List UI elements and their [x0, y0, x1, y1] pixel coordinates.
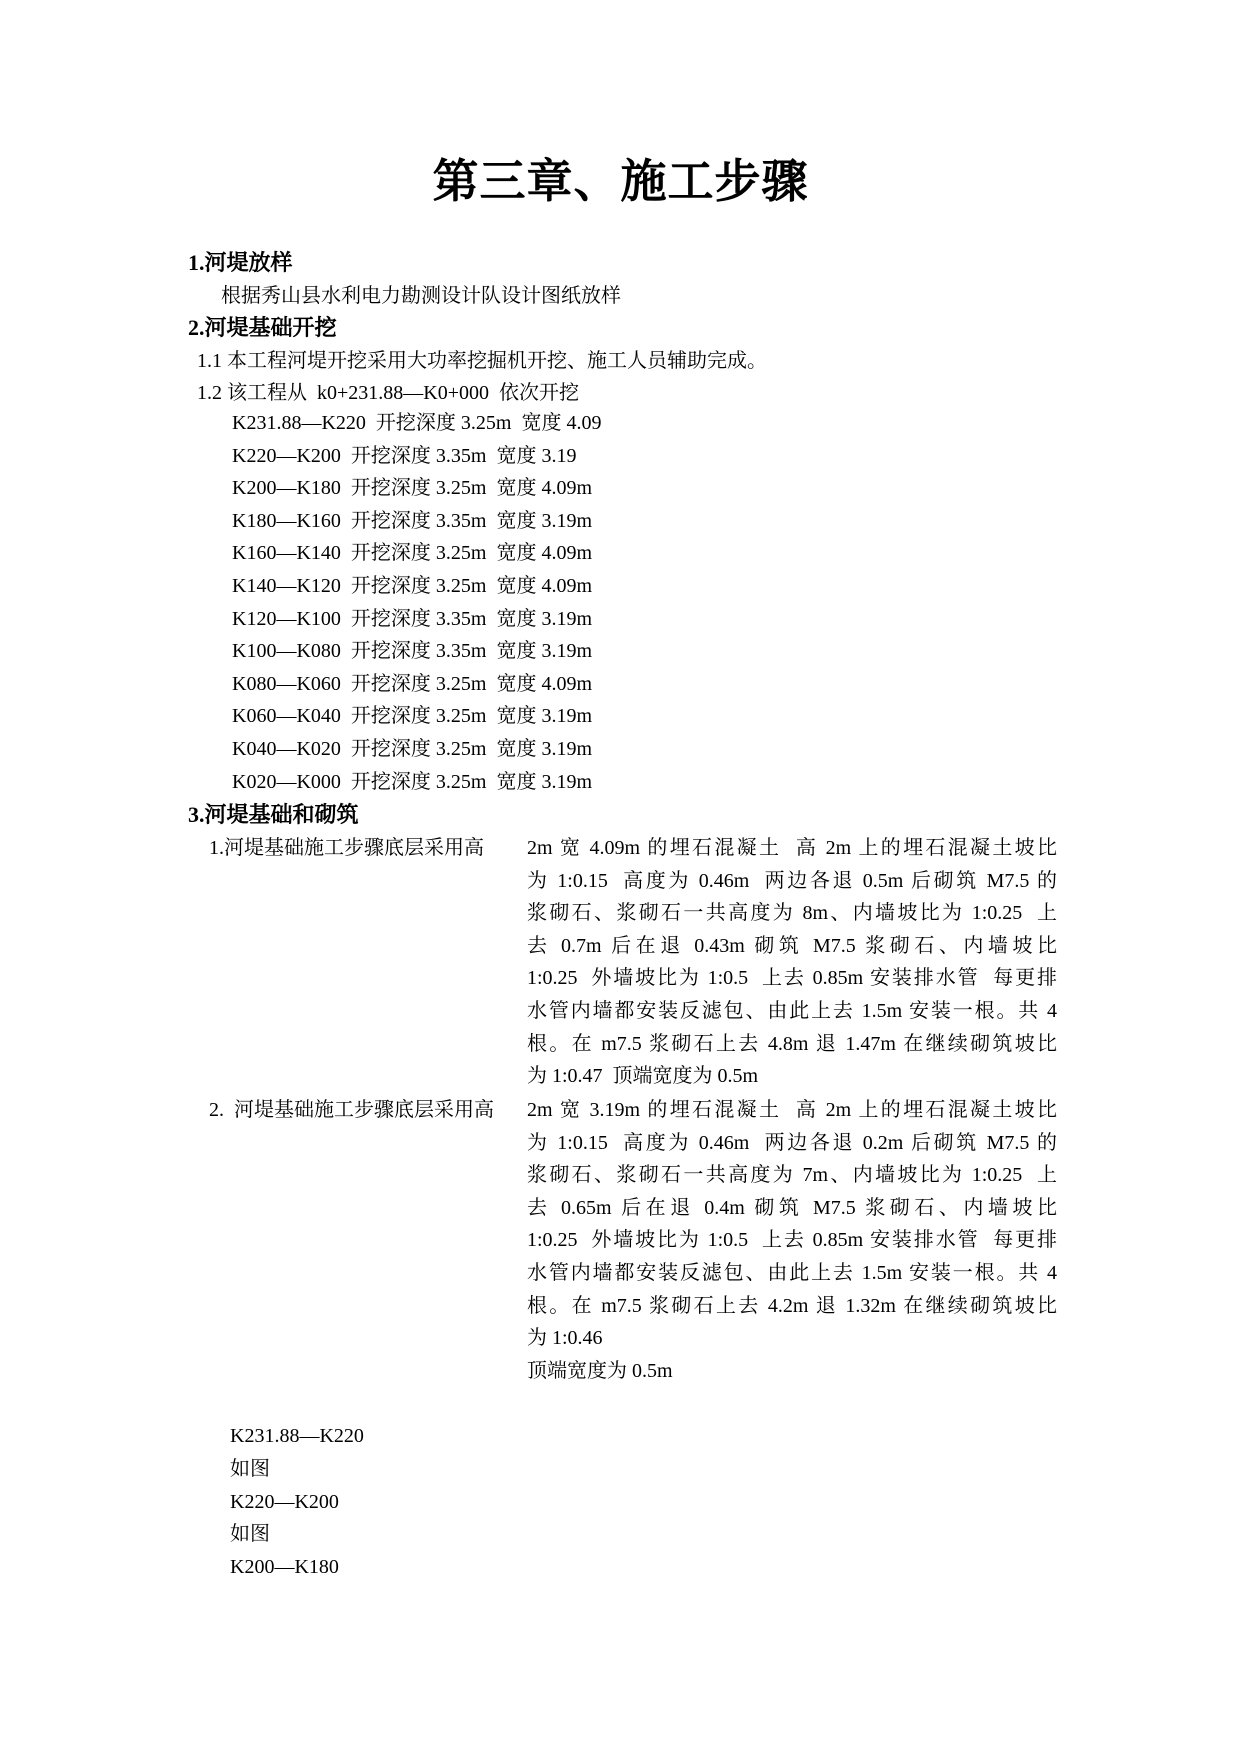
tail-section-label: K231.88—K220	[230, 1425, 364, 1447]
excavation-row: K220—K200 开挖深度 3.35m 宽度 3.19	[232, 444, 577, 467]
excavation-row: K120—K100 开挖深度 3.35m 宽度 3.19m	[232, 607, 592, 630]
paragraph-line: 1:0.25 外墙坡比为 1:0.5 上去 0.85m 安装排水管 每更排	[527, 1229, 1057, 1252]
heading-foundation-excavation: 2.河堤基础开挖	[188, 315, 337, 340]
excavation-item-1-1: 1.1 本工程河堤开挖采用大功率挖掘机开挖、施工人员辅助完成。	[197, 350, 767, 372]
paragraph-line: 2m 宽 3.19m 的埋石混凝土 高 2m 上的埋石混凝土坡比	[527, 1099, 1057, 1121]
masonry-step-1-body	[527, 832, 1057, 1093]
excavation-row: K020—K000 开挖深度 3.25m 宽度 3.19m	[232, 770, 592, 793]
paragraph-line: 去 0.65m 后在退 0.4m 砌筑 M7.5 浆砌石、内墙坡比	[527, 1196, 1057, 1219]
tail-section-label: K200—K180	[230, 1556, 339, 1578]
excavation-row: K080—K060 开挖深度 3.25m 宽度 4.09m	[232, 672, 592, 695]
paragraph-line: 顶端宽度为 0.5m	[527, 1359, 673, 1382]
paragraph-line: 为 1:0.47 顶端宽度为 0.5m	[527, 1065, 759, 1088]
paragraph-line: 2m 宽 4.09m 的埋石混凝土 高 2m 上的埋石混凝土坡比	[527, 837, 1057, 859]
excavation-row: K200—K180 开挖深度 3.25m 宽度 4.09m	[232, 477, 592, 500]
masonry-step-2-body	[527, 1094, 1057, 1387]
paragraph-line: 根。在 m7.5 浆砌石上去 4.8m 退 1.47m 在继续砌筑坡比	[527, 1032, 1057, 1055]
paragraph-line: 浆砌石、浆砌石一共高度为 8m、内墙坡比为 1:0.25 上	[527, 902, 1057, 925]
paragraph-line: 去 0.7m 后在退 0.43m 砌筑 M7.5 浆砌石、内墙坡比	[527, 934, 1057, 957]
paragraph-line: 1:0.25 外墙坡比为 1:0.5 上去 0.85m 安装排水管 每更排	[527, 967, 1057, 990]
paragraph-line: 为 1:0.46	[527, 1327, 603, 1350]
setout-text: 根据秀山县水利电力勘测设计队设计图纸放样	[221, 285, 621, 307]
masonry-step-2-lead: 2. 河堤基础施工步骤底层采用高	[209, 1099, 494, 1121]
excavation-rows	[232, 407, 601, 798]
excavation-row: K040—K020 开挖深度 3.25m 宽度 3.19m	[232, 737, 592, 760]
tail-section-label: K220—K200	[230, 1491, 339, 1513]
paragraph-line: 为 1:0.15 高度为 0.46m 两边各退 0.5m 后砌筑 M7.5 的	[527, 869, 1057, 892]
paragraph-line: 为 1:0.15 高度为 0.46m 两边各退 0.2m 后砌筑 M7.5 的	[527, 1131, 1057, 1154]
paragraph-line: 水管内墙都安装反滤包、由此上去 1.5m 安装一根。共 4	[527, 1261, 1057, 1284]
paragraph-line: 浆砌石、浆砌石一共高度为 7m、内墙坡比为 1:0.25 上	[527, 1164, 1057, 1187]
heading-levee-setout: 1.河堤放样	[188, 250, 293, 275]
tail-figure-note: 如图	[230, 1523, 270, 1545]
masonry-step-1-lead: 1.河堤基础施工步骤底层采用高	[209, 837, 484, 859]
excavation-row: K160—K140 开挖深度 3.25m 宽度 4.09m	[232, 542, 592, 565]
heading-foundation-masonry: 3.河堤基础和砌筑	[188, 802, 359, 827]
excavation-row: K100—K080 开挖深度 3.35m 宽度 3.19m	[232, 640, 592, 663]
paragraph-line: 水管内墙都安装反滤包、由此上去 1.5m 安装一根。共 4	[527, 999, 1057, 1022]
excavation-row: K060—K040 开挖深度 3.25m 宽度 3.19m	[232, 705, 592, 728]
excavation-row: K231.88—K220 开挖深度 3.25m 宽度 4.09	[232, 412, 602, 434]
tail-figure-note: 如图	[230, 1458, 270, 1480]
excavation-item-1-2: 1.2 该工程从 k0+231.88—K0+000 依次开挖	[197, 382, 580, 404]
excavation-row: K140—K120 开挖深度 3.25m 宽度 4.09m	[232, 574, 592, 597]
paragraph-line: 根。在 m7.5 浆砌石上去 4.2m 退 1.32m 在继续砌筑坡比	[527, 1294, 1057, 1317]
page-title: 第三章、施工步骤	[432, 156, 809, 207]
excavation-row: K180—K160 开挖深度 3.35m 宽度 3.19m	[232, 509, 592, 532]
